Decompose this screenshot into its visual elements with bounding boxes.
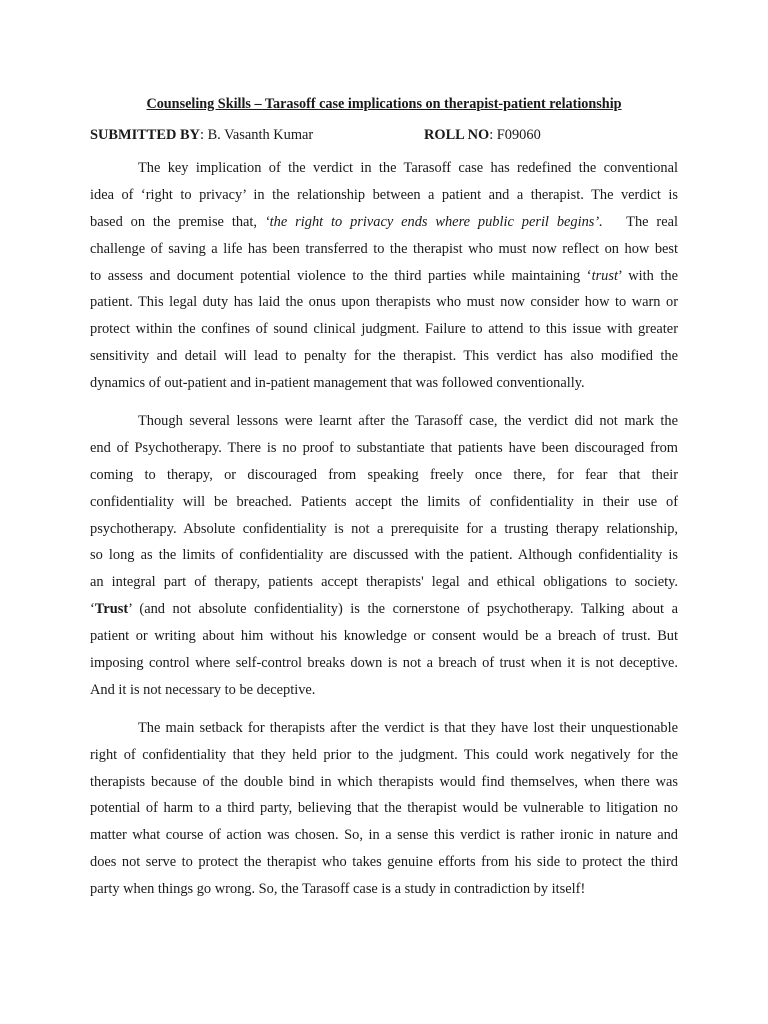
roll-no-label: ROLL NO <box>424 127 490 143</box>
paragraph-1 <box>90 155 678 397</box>
paragraph-line: so long as the limits of confidentiality are discussed with the patient. Although confidentiality is <box>90 547 678 564</box>
paragraph-line <box>90 263 678 290</box>
paragraph-line: end of Psychotherapy. There is no proof to substantiate that patients have been discouraged from <box>90 439 678 456</box>
submission-info <box>90 124 678 146</box>
paragraph-line: The main setback for therapists after the verdict is that they have lost their unquestionable <box>138 719 678 736</box>
roll-number <box>424 124 541 146</box>
paragraph-line: patient or writing about him without his knowledge or consent would be a breach of trust. But <box>90 628 678 645</box>
submitted-by-value: : B. Vasanth Kumar <box>199 127 314 143</box>
trust-italic: trust <box>591 267 618 284</box>
paragraph-line: potential of harm to a third party, believing that the therapist would be vulnerable to litigation no <box>90 800 678 817</box>
line-segment: ‘ <box>90 601 95 618</box>
quote-italic: ‘the right to privacy ends where public peril begins’. <box>264 213 603 230</box>
line-segment: ’ with the <box>617 267 678 284</box>
paragraph-2 <box>90 408 678 704</box>
paragraph-3 <box>90 715 678 903</box>
paragraph-line: psychotherapy. Absolute confidentiality is not a prerequisite for a trusting therapy relationship, <box>90 520 678 537</box>
submitted-by <box>90 124 313 146</box>
paragraph-line: coming to therapy, or discouraged from speaking freely once there, for fear that their <box>90 466 678 483</box>
paragraph-line: therapists because of the double bind in which therapists would find themselves, when there was <box>90 773 678 790</box>
document-title: Counseling Skills – Tarasoff case implications on therapist-patient relationship <box>146 96 622 112</box>
paragraph-line <box>90 209 678 236</box>
paragraph-line: And it is not necessary to be deceptive. <box>90 681 316 698</box>
paragraph-line: The key implication of the verdict in the Tarasoff case has redefined the conventional <box>138 160 678 176</box>
document-page <box>90 94 678 903</box>
paragraph-line: right of confidentiality that they held prior to the judgment. This could work negatively for the <box>90 746 678 763</box>
paragraph-line: matter what course of action was chosen. So, in a sense this verdict is rather ironic in nature and <box>90 827 678 844</box>
paragraph-line: party when things go wrong. So, the Tarasoff case is a study in contradiction by itself! <box>90 881 586 898</box>
paragraph-line: idea of ‘right to privacy’ in the relationship between a patient and a therapist. The verdict is <box>90 186 678 203</box>
line-segment: ’ (and not absolute confidentiality) is the cornerstone of psychotherapy. Talking about a <box>128 601 678 618</box>
paragraph-line: dynamics of out-patient and in-patient management that was followed conventionally. <box>90 375 585 392</box>
paragraph-line: imposing control where self-control breaks down is not a breach of trust when it is not deceptive. <box>90 655 678 672</box>
line-segment: based on the premise that, <box>90 213 265 230</box>
paragraph-line: an integral part of therapy, patients accept therapists' legal and ethical obligations to society. <box>90 574 678 591</box>
paragraph-line: challenge of saving a life has been transferred to the therapist who must now reflect on how best <box>90 240 678 257</box>
paragraph-line <box>90 596 678 623</box>
paragraph-line: confidentiality will be breached. Patients accept the limits of confidentiality in their use of <box>90 493 678 510</box>
line-segment: The real <box>602 213 678 230</box>
paragraph-line: protect within the confines of sound clinical judgment. Failure to attend to this issue with greater <box>90 321 678 338</box>
trust-bold: Trust <box>94 601 129 618</box>
paragraph-line: patient. This legal duty has laid the onus upon therapists who must now consider how to warn or <box>90 294 678 311</box>
paragraph-line: sensitivity and detail will lead to penalty for the therapist. This verdict has also modified the <box>90 348 678 365</box>
submitted-by-label: SUBMITTED BY <box>90 127 200 143</box>
line-segment: to assess and document potential violence to the third parties while maintaining ‘ <box>90 267 592 284</box>
paragraph-line: does not serve to protect the therapist who takes genuine efforts from his side to protect the third <box>90 854 678 871</box>
paragraph-line: Though several lessons were learnt after the Tarasoff case, the verdict did not mark the <box>138 413 678 430</box>
roll-no-value: : F09060 <box>489 127 541 143</box>
